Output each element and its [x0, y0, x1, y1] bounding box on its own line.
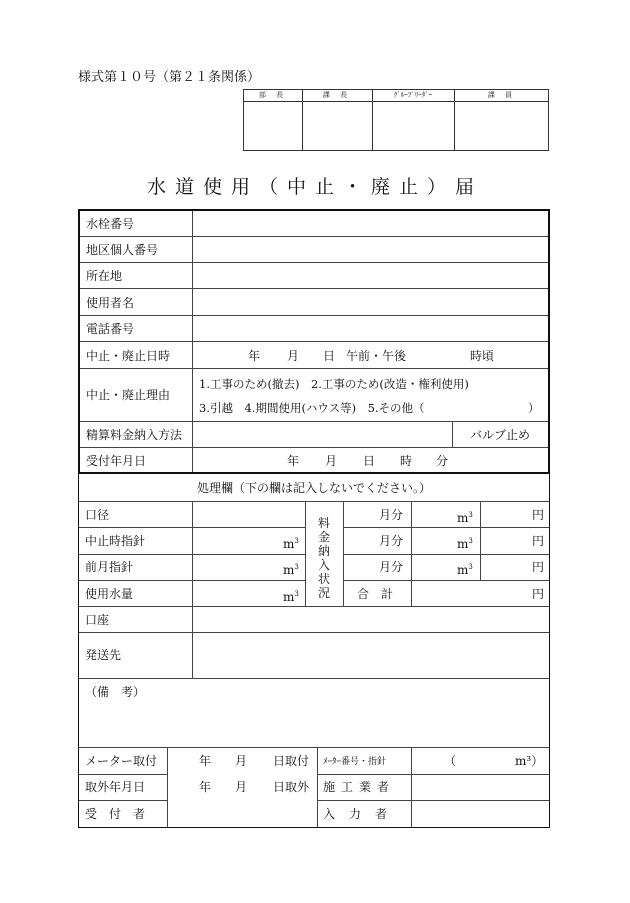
total-label: 合 計	[357, 587, 394, 601]
form-title: 水道使用（中止・廃止）届	[146, 176, 483, 198]
stop-date-day: 日	[323, 349, 336, 363]
remove-year: 年	[199, 780, 212, 794]
applicant-section	[78, 209, 550, 474]
faucet-number-field[interactable]	[193, 211, 548, 236]
meter-install-label: メーター取付	[85, 754, 158, 768]
received-month: 月	[325, 454, 338, 468]
month-unit-2: 月分	[379, 534, 404, 548]
contractor-field[interactable]	[412, 775, 549, 800]
label-location: 所在地	[86, 269, 123, 283]
user-name-field[interactable]	[193, 289, 548, 315]
payment-status-label: 料金納入状況	[317, 516, 330, 600]
label-diameter: 口径	[85, 508, 110, 522]
approval-box-staff[interactable]	[455, 102, 549, 151]
install-year: 年	[199, 754, 212, 768]
received-day: 日	[363, 454, 376, 468]
remove-day: 日取外	[273, 780, 310, 794]
label-stop-reading: 中止時指針	[85, 534, 146, 548]
remarks-field[interactable]	[80, 702, 548, 746]
stop-reading-unit: $m^3$	[283, 537, 299, 551]
label-received-date: 受付年月日	[86, 454, 147, 468]
label-stop-reason: 中止・廃止理由	[86, 388, 171, 402]
total-yen-unit: 円	[532, 587, 545, 601]
contractor-label: 施工業者	[323, 780, 396, 794]
approval-box-manager[interactable]	[303, 102, 371, 151]
label-user-name: 使用者名	[86, 296, 135, 310]
remove-month: 月	[235, 780, 248, 794]
label-phone: 電話番号	[86, 322, 135, 336]
personal-number-field[interactable]	[193, 237, 548, 262]
receptionist-label: 受 付 者	[85, 807, 146, 821]
yen-unit-3: 円	[532, 560, 545, 574]
stop-date-month: 月	[287, 349, 300, 363]
install-day: 日取付	[273, 754, 310, 768]
label-account: 口座	[85, 613, 110, 627]
approval-box-group-leader[interactable]	[373, 102, 453, 151]
prev-reading-unit: $m^3$	[283, 563, 299, 577]
label-payment-method: 精算料金納入方法	[86, 428, 183, 442]
reason-options-line1[interactable]: 1.工事のため(撤去) 2.工事のため(改造・権利使用)	[199, 377, 469, 391]
yen-unit-1: 円	[532, 508, 545, 522]
meter-number-reading-label: ﾒｰﾀｰ番号・指針	[323, 757, 387, 767]
approval-header-manager: 課 長	[322, 91, 352, 99]
valve-stop-label[interactable]: バルブ止め	[470, 428, 531, 442]
label-faucet-number: 水栓番号	[86, 217, 135, 231]
processing-header: 処理欄（下の欄は記入しないでください。）	[196, 481, 431, 495]
stop-date-ampm[interactable]: 午前・午後	[346, 349, 407, 363]
approval-header-staff: 課 員	[487, 91, 517, 99]
label-send-to: 発送先	[85, 648, 122, 662]
input-by-label: 入力者	[323, 807, 402, 821]
received-hour: 時	[400, 454, 413, 468]
label-usage: 使用水量	[85, 587, 134, 601]
stop-date-time: 時頃	[470, 349, 495, 363]
label-stop-date: 中止・廃止日時	[86, 349, 171, 363]
location-field[interactable]	[193, 263, 548, 288]
approval-header-director: 部 長	[258, 91, 288, 99]
removal-date-label: 取外年月日	[85, 780, 146, 794]
remarks-label: （備 考）	[85, 685, 146, 699]
received-minute: 分	[436, 454, 449, 468]
received-year: 年	[287, 454, 300, 468]
fee-unit-3: $m^3$	[457, 563, 473, 577]
fee-unit-2: $m^3$	[457, 537, 473, 551]
yen-unit-2: 円	[532, 534, 545, 548]
month-unit-1: 月分	[379, 508, 404, 522]
usage-unit: $m^3$	[283, 590, 299, 604]
label-personal-number: 地区個人番号	[86, 243, 159, 257]
fee-unit-1: $m^3$	[457, 511, 473, 525]
stop-date-year: 年	[248, 349, 261, 363]
meter-paren-close: m³）	[515, 754, 544, 768]
approval-box-director[interactable]	[244, 102, 301, 151]
month-unit-3: 月分	[379, 560, 404, 574]
phone-field[interactable]	[193, 316, 548, 341]
label-prev-reading: 前月指針	[85, 560, 134, 574]
form-number-label: 様式第１０号（第２１条関係）	[78, 70, 261, 85]
input-by-field[interactable]	[412, 801, 549, 827]
approval-header-group-leader: ｸﾞﾙｰﾌﾟﾘｰﾀﾞｰ	[393, 91, 433, 99]
reason-options-line2[interactable]: 3.引越 4.期間使用(ハウス等) 5.その他（ ）	[199, 401, 540, 415]
install-month: 月	[235, 754, 248, 768]
payment-method-field[interactable]	[193, 422, 452, 447]
meter-paren-open: （	[444, 754, 457, 768]
approval-stamp-table	[243, 89, 549, 151]
processing-section	[78, 474, 550, 828]
